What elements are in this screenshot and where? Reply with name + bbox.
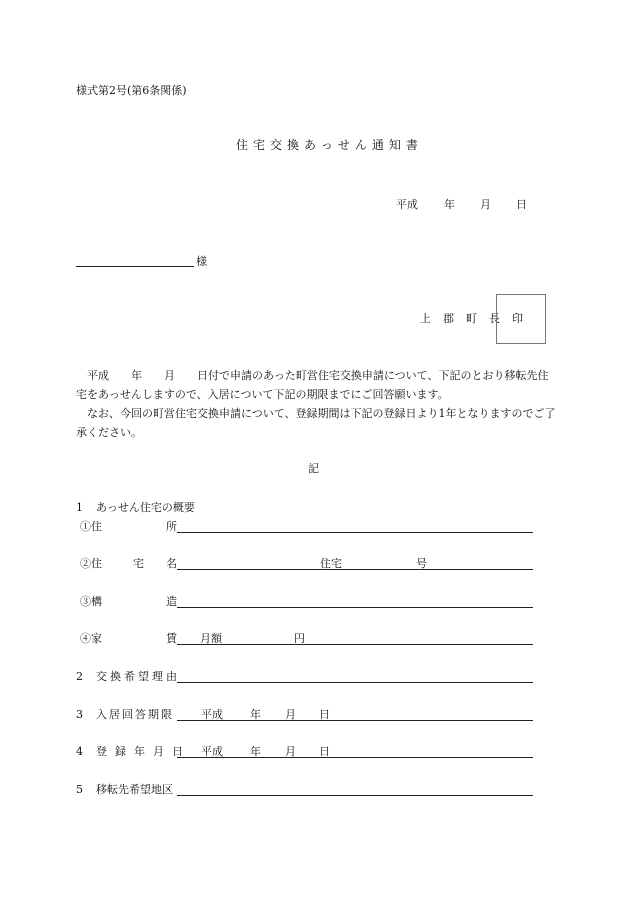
addressee-suffix: 様 — [196, 255, 207, 268]
sender-char-2: 郡 — [443, 312, 454, 325]
item2-number: 2 — [76, 670, 83, 683]
item2-field[interactable] — [177, 682, 533, 683]
sub4-label: ④家 — [80, 632, 102, 645]
item4-title: 登録年月日 — [96, 745, 191, 758]
sub4-getsugaku: 月額 — [200, 632, 222, 645]
sub4-field[interactable] — [177, 644, 533, 645]
addressee-blank[interactable] — [76, 266, 194, 267]
item3-title: 入居回答期限 — [96, 708, 174, 721]
sub2-jutaku: 住宅 — [320, 557, 342, 570]
item1-title: あっせん住宅の概要 — [96, 501, 195, 514]
body-paragraph-2: なお、今回の町営住宅交換申請について、登録期間は下記の登録日より1年となりますのでご了承ください。 — [76, 407, 556, 439]
sub4-label-end: 賃 — [166, 632, 177, 645]
sub1-label-end: 所 — [166, 520, 177, 533]
item4-year: 年 — [250, 745, 261, 758]
item4-number: 4 — [76, 745, 83, 758]
item4-field[interactable] — [177, 757, 533, 758]
date-year: 年 — [444, 198, 455, 211]
sub1-label: ①住 — [80, 520, 102, 533]
sub4-yen: 円 — [294, 632, 305, 645]
date-era: 平成 — [396, 198, 418, 211]
sub2-field[interactable] — [177, 569, 533, 570]
item3-number: 3 — [76, 708, 83, 721]
item5-number: 5 — [76, 783, 83, 796]
item1-number: 1 — [76, 501, 83, 514]
date-day: 日 — [516, 198, 527, 211]
item5-field[interactable] — [177, 795, 533, 796]
sender-char-3: 町 — [466, 312, 477, 325]
ki-heading: 記 — [308, 462, 319, 475]
item4-day: 日 — [319, 745, 330, 758]
sub2-label-end: 名 — [166, 557, 177, 570]
item3-era: 平成 — [201, 708, 223, 721]
date-month: 月 — [480, 198, 491, 211]
item3-day: 日 — [319, 708, 330, 721]
sub2-label: ②住 — [80, 557, 102, 570]
sender-char-1: 上 — [420, 312, 431, 325]
sub2-label-mid: 宅 — [133, 557, 144, 570]
form-number: 様式第2号(第6条関係) — [76, 84, 187, 97]
sub3-field[interactable] — [177, 607, 533, 608]
item3-year: 年 — [250, 708, 261, 721]
item3-month: 月 — [285, 708, 296, 721]
sub2-go: 号 — [416, 557, 427, 570]
item3-field[interactable] — [177, 720, 533, 721]
document-title: 住宅交換あっせん通知書 — [236, 138, 423, 152]
seal-label: 印 — [512, 312, 523, 325]
sub1-field[interactable] — [177, 532, 533, 533]
sub3-label-end: 造 — [166, 595, 177, 608]
item4-month: 月 — [285, 745, 296, 758]
item2-title: 交換希望理由 — [96, 670, 180, 683]
sender-char-4: 長 — [489, 312, 500, 325]
item4-era: 平成 — [201, 745, 223, 758]
sub3-label: ③構 — [80, 595, 102, 608]
body-paragraph-1: 平成 年 月 日付で申請のあった町営住宅交換申請について、下記のとおり移転先住宅をあっせんしますので、入居について下記の期限までにご回答願います。 — [76, 369, 549, 401]
item5-title: 移転先希望地区 — [96, 783, 173, 796]
